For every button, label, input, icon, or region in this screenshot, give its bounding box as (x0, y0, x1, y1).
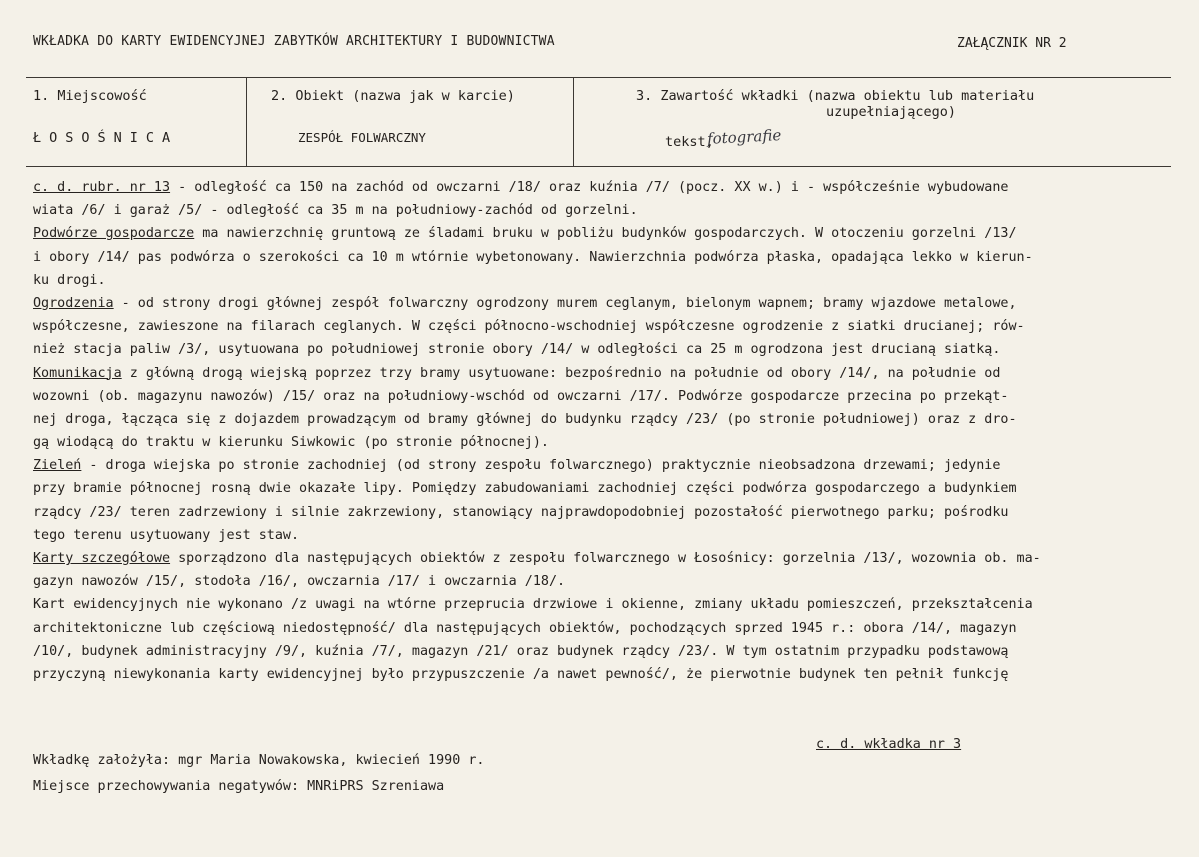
text-span: z główną drogą wiejską poprzez trzy bramy usytuowane: bezpośrednio na południe od obory /14/, na południe od (121, 365, 1001, 381)
handwritten-annotation: fotografie (706, 126, 782, 148)
section-heading: Komunikacja (33, 365, 122, 381)
locality-label: 1. Miejscowość (33, 88, 147, 104)
storage-line: Miejsce przechowywania negatywów: MNRiPRS Szreniawa (33, 779, 445, 794)
contents-value: tekst, (665, 134, 714, 150)
text-line (33, 547, 1163, 570)
text-line: nież stacja paliw /3/, usytuowana po południowej stronie obory /14/ w odległości ca 25 m ogrodzona jest drucianą siatką. (33, 342, 1001, 358)
body-text (33, 176, 1163, 686)
table-bottom-rule (26, 166, 1171, 167)
text-line: nej droga, łącząca się z dojazdem prowadzącym od bramy głównej do budynku rządcy /23/ (po stronie południowej) oraz z dro- (33, 411, 1017, 427)
contents-label-cont: uzupełniającego) (826, 104, 957, 120)
text-line: i obory /14/ pas podwórza o szerokości ca 10 m wtórnie wybetonowany. Nawierzchnia podwórza płaska, opadająca lekko w kierun- (33, 249, 1033, 265)
text-line: przy bramie północnej rosną dwie okazałe lipy. Pomiędzy zabudowaniami zachodniej części podwórza gospodarczego a budynkiem (33, 481, 1017, 497)
text-line: przyczyną niewykonania karty ewidencyjnej było przypuszczenie /a nawet pewność/, że pierwotnie budynek ten pełnił funkcję (33, 666, 1009, 682)
section-heading: Ogrodzenia (33, 295, 114, 311)
contents-label: 3. Zawartość wkładki (nazwa obiektu lub materiału (636, 88, 1035, 104)
text-line (33, 454, 1163, 477)
text-span: - od strony drogi głównej zespół folwarczny ogrodzony murem ceglanym, bielonym wapnem; bramy wjazdowe metalowe, (113, 295, 1017, 311)
text-line: współczesne, zawieszone na filarach ceglanych. W części północno-wschodniej współczesne ogrodzenie z siatki drucianej; rów- (33, 319, 1025, 335)
locality-value: ŁOSOŚNICA (33, 130, 179, 146)
text-span: - odległość ca 150 na zachód od owczarni /18/ oraz kuźnia /7/ (pocz. XX w.) i - współcześnie wybudowane (170, 180, 1009, 195)
section-heading: Zieleń (33, 458, 82, 474)
annex-number: ZAŁĄCZNIK NR 2 (957, 36, 1067, 51)
section-heading: Podwórze gospodarcze (33, 226, 195, 242)
text-span: - droga wiejska po stronie zachodniej (od strony zespołu folwarcznego) praktycznie nieobsadzona drzewami; jedynie (81, 458, 1001, 474)
continuation-note: c. d. wkładka nr 3 (816, 737, 962, 752)
column-divider-2 (573, 77, 574, 166)
table-top-rule (26, 77, 1171, 78)
text-line: /10/, budynek administracyjny /9/, kuźnia /7/, magazyn /21/ oraz budynek rządcy /23/. W tym ostatnim przypadku podstawową (33, 643, 1009, 659)
text-span: ma nawierzchnię gruntową ze śladami bruku w pobliżu budynków gospodarczych. W otoczeniu gorzelni /13/ (194, 226, 1017, 242)
text-line: gazyn nawozów /15/, stodoła /16/, owczarnia /17/ i owczarnia /18/. (33, 574, 566, 590)
text-line (33, 222, 1163, 245)
text-line: Kart ewidencyjnych nie wykonano /z uwagi na wtórne przeprucia drzwiowe i okienne, zmiany układu pomieszczeń, przekształcenia (33, 597, 1033, 613)
text-line: gą wiodącą do traktu w kierunku Siwkowic (po stronie północnej). (33, 435, 549, 451)
document-title: WKŁADKA DO KARTY EWIDENCYJNEJ ZABYTKÓW ARCHITEKTURY I BUDOWNICTWA (33, 34, 555, 49)
text-line (33, 176, 1163, 199)
object-label: 2. Obiekt (nazwa jak w karcie) (271, 88, 515, 104)
column-divider-1 (246, 77, 247, 166)
text-line: architektoniczne lub częściową niedostępność/ dla następujących obiektów, pochodzących sprzed 1945 r.: obora /14/, magazyn (33, 620, 1017, 636)
text-line: tego terenu usytuowany jest staw. (33, 527, 300, 543)
text-span: sporządzono dla następujących obiektów z zespołu folwarcznego w Łosośnicy: gorzelnia /13/, wozownia ob. ma- (170, 551, 1041, 566)
text-line (33, 292, 1163, 315)
section-heading: Karty szczegółowe (33, 551, 171, 566)
text-line: wozowni (ob. magazynu nawozów) /15/ oraz na południowy-wschód od owczarni /17/. Podwórze gospodarcze przecina po przekąt- (33, 388, 1009, 404)
object-value: ZESPÓŁ FOLWARCZNY (298, 130, 426, 145)
text-line: ku drogi. (33, 272, 106, 288)
text-line (33, 362, 1163, 385)
footer (33, 748, 484, 800)
author-line: Wkładkę założyła: mgr Maria Nowakowska, kwiecień 1990 r. (33, 753, 485, 768)
section-heading: c. d. rubr. nr 13 (33, 180, 171, 195)
text-line: wiata /6/ i garaż /5/ - odległość ca 35 m na południowy-zachód od gorzelni. (33, 203, 638, 219)
text-line: rządcy /23/ teren zadrzewiony i silnie zakrzewiony, stanowiący najprawdopodobniej pozostałość pierwotnego parku; pośrodku (33, 504, 1009, 520)
